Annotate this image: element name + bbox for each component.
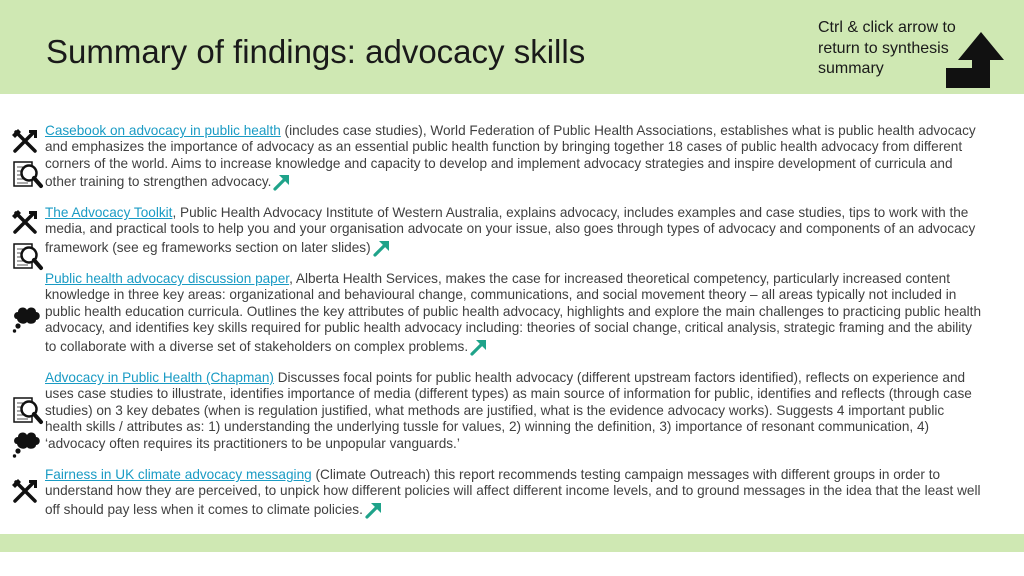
list-item: Public health advocacy discussion paper, Alberta Health Services, makes the case for increased theoretical competency, particularly increased content knowledge in three key areas: organizational and behavioural change, communications, and social movement theory – all areas typically not included in public health education curricula. Outlines the key attributes of public health advocacy, highlights and explore the main challenges to practicing public health advocacy, and identifies key skills required for public health advocacy including: theories of social change, critical analysis, strategic framing and the ability to collaborate with a diverse set of stakeholders on complex problems. — [45, 271, 983, 357]
magnifier-document-icon — [12, 240, 44, 272]
go-arrow-icon[interactable] — [469, 337, 489, 357]
tools-icon — [9, 126, 41, 158]
list-item: Casebook on advocacy in public health (includes case studies), World Federation of Public Health Associations, establishes what is public health advocacy and emphasizes the importance of advocacy as an essential public health function by bringing together 18 cases of public health advocacy from different corners of the world. Aims to increase knowledge and capacity to develop and implement advocacy strategies and inspire development of curricula and other training to strengthen advocacy. — [45, 123, 983, 192]
casebook-link[interactable]: Casebook on advocacy in public health — [45, 123, 281, 138]
footer-band — [0, 534, 1024, 552]
magnifier-document-icon — [12, 394, 44, 426]
advocacy-toolkit-link[interactable]: The Advocacy Toolkit — [45, 205, 173, 220]
list-item: Advocacy in Public Health (Chapman) Discusses focal points for public health advocacy (different upstream factors identified), reflects on experience and uses case studies to illustrate, identifies importance of media (different types) as main source of information for public, identifies and reflects (through case studies) on 3 key debates (when is regulation justified, what methods are justified, what is the evidence advocacy works). Suggests 4 important public health skills / attributes as: 1) understanding the underlying tussle for values, 2) winning the definition, 3) importance of resonant communication, 4) ‘advocacy often requires its practitioners to be unpopular vanguards.’ — [45, 370, 972, 451]
go-arrow-icon[interactable] — [272, 172, 292, 192]
page-title: Summary of findings: advocacy skills — [46, 33, 586, 70]
go-arrow-icon[interactable] — [364, 500, 384, 520]
magnifier-document-icon — [12, 158, 44, 190]
go-arrow-icon[interactable] — [372, 238, 392, 258]
discussion-paper-link[interactable]: Public health advocacy discussion paper — [45, 271, 290, 286]
return-hint: Ctrl & click arrow to return to synthesis summary — [818, 19, 956, 77]
list-item: The Advocacy Toolkit, Public Health Advocacy Institute of Western Australia, explains advocacy, includes examples and case studies, tips to work with the media, and practical tools to help you and your organisation advocate on your issue, also goes through types of advocacy and components of an advocacy framework (see eg frameworks section on later slides) — [45, 205, 983, 258]
list-item: Fairness in UK climate advocacy messaging (Climate Outreach) this report recommends testing campaign messages with different groups in order to understand how they are perceived, to unpick how different policies will affect different income levels, and to ground messages in the idea that the least well off should pay less when it comes to climate policies. — [45, 467, 983, 520]
climate-messaging-link[interactable]: Fairness in UK climate advocacy messaging — [45, 467, 312, 482]
tools-icon — [9, 476, 41, 508]
thought-bubble-icon — [10, 428, 42, 460]
tools-icon — [9, 207, 41, 239]
thought-bubble-icon — [10, 303, 42, 335]
return-arrow-icon[interactable] — [944, 30, 1010, 90]
chapman-link[interactable]: Advocacy in Public Health (Chapman) — [45, 370, 274, 385]
